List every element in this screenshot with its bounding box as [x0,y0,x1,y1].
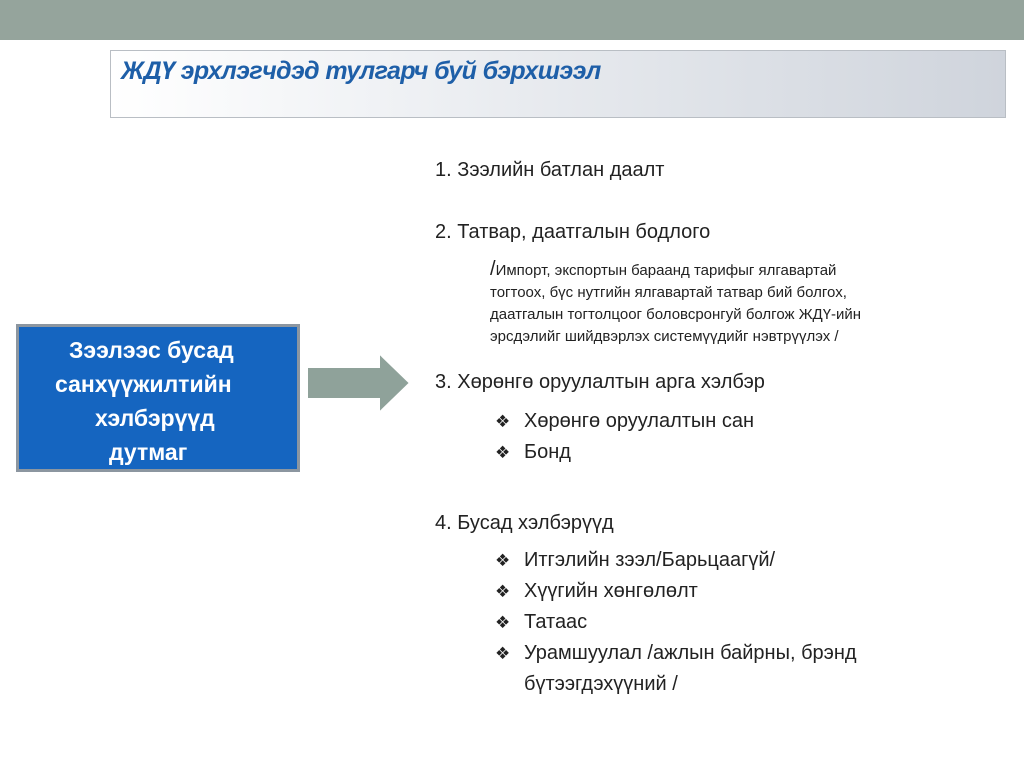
diamond-bullet-icon: ❖ [495,644,511,663]
item-1-heading: 1. Зээлийн батлан даалт [435,159,665,181]
list-item [495,437,754,468]
bullet-text: Бонд [524,441,571,463]
list-item [495,607,857,638]
diamond-bullet-icon: ❖ [495,613,511,632]
highlight-line-3: хэлбэрүүд [95,405,215,431]
diamond-bullet-icon: ❖ [495,582,511,601]
bullet-text: Хөрөнгө оруулалтын сан [524,410,755,432]
note-line-3: даатгалын тогтолцоог боловсронгуй болгож ЖДҮ-ийн [490,306,862,323]
note-line-1: Импорт, экспортын бараанд тарифыг ялгавартай [495,262,837,279]
bullet-text-continued: бүтээгдэхүүний / [524,673,678,695]
bullet-text: Итгэлийн зээл/Барьцаагүй/ [524,549,776,571]
note-line-2: тогтоох, бүс нутгийн ялгавартай татвар бий болгох, [490,284,847,301]
slide-title: ЖДҮ эрхлэгчдэд тулгарч буй бэрхшээл [121,57,601,85]
diamond-bullet-icon: ❖ [495,443,511,462]
item-2-heading: 2. Татвар, даатгалын бодлого [435,221,711,243]
title-box [110,50,1006,118]
item-3-heading: 3. Хөрөнгө оруулалтын арга хэлбэр [435,371,765,393]
highlight-line-4: дутмаг [109,439,188,465]
highlight-box [16,324,300,472]
item-4-heading: 4. Бусад хэлбэрүүд [435,512,614,534]
highlight-line-2: санхүүжилтийн [55,371,232,397]
list-item [495,638,857,700]
right-arrow-icon [306,352,412,414]
list-item [495,406,754,437]
highlight-line-1: Зээлээс бусад [69,337,234,363]
item-2-note [490,258,1010,348]
diamond-bullet-icon: ❖ [495,551,511,570]
bullet-text: Урамшуулал /ажлын байрны, брэнд [524,642,857,664]
item-3-bullet-list [495,406,754,468]
bullet-text: Хүүгийн хөнгөлөлт [524,580,698,602]
note-slash: / [490,258,496,280]
bullet-text: Татаас [524,611,588,633]
note-line-4: эрсдэлийг шийдвэрлэх системүүдийг нэвтрүүлэх / [490,328,839,345]
item-4-bullet-list [495,545,857,700]
list-item [495,545,857,576]
list-item [495,576,857,607]
diamond-bullet-icon: ❖ [495,412,511,431]
top-bar [0,0,1024,40]
